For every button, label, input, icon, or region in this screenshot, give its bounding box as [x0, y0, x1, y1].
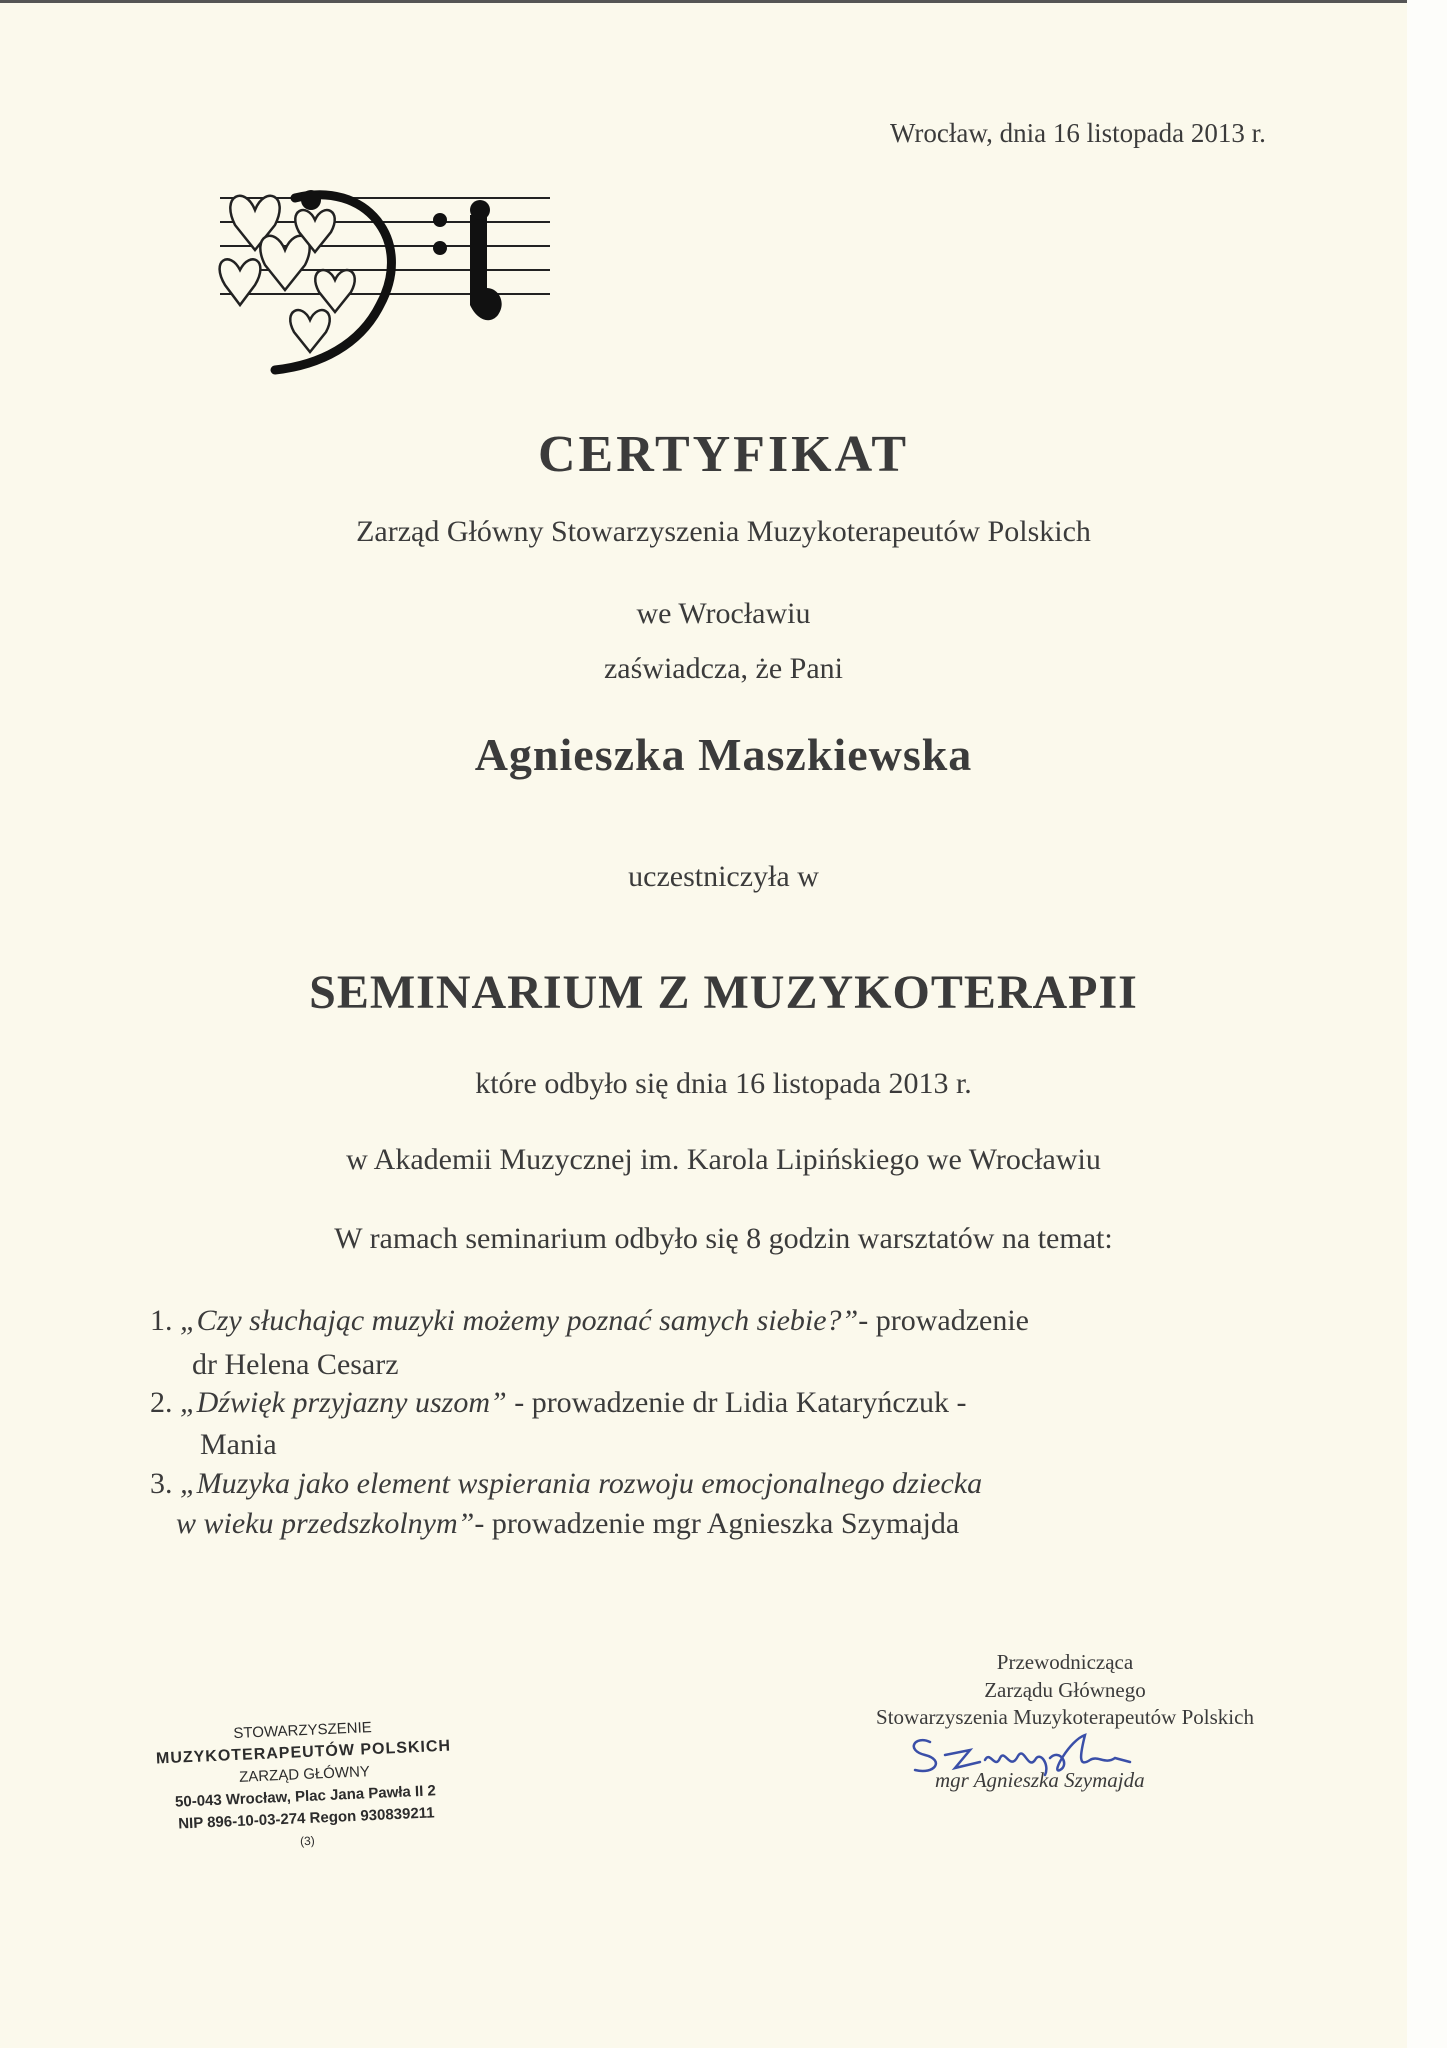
workshop-lead-cont: dr Helena Cesarz [192, 1348, 399, 1381]
event-venue: w Akademii Muzycznej im. Karola Lipińskiego we Wrocławiu [346, 1143, 1101, 1176]
stamp-line: STOWARZYSZENIE [233, 1719, 373, 1743]
recipient-name: Agnieszka Maszkiewska [474, 729, 973, 780]
workshop-item [150, 1382, 967, 1423]
workshop-number: 3. [150, 1467, 173, 1500]
signer-name: mgr Agnieszka Szymajda [935, 1768, 1145, 1792]
place-date: Wrocław, dnia 16 listopada 2013 r. [890, 118, 1266, 148]
workshop-number: 1. [150, 1304, 173, 1337]
certificate-title: CERTYFIKAT [537, 426, 910, 483]
stamp-line: ZARZĄD GŁÓWNY [238, 1763, 371, 1786]
workshop-title-cont: w wieku przedszkolnym” [176, 1507, 475, 1540]
stamp-line: (3) [299, 1833, 316, 1849]
issuer-organization: Zarząd Główny Stowarzyszenia Muzykoterapeutów Polskich [356, 515, 1091, 548]
stamp-line: MUZYKOTERAPEUTÓW POLSKICH [155, 1737, 452, 1768]
workshop-lead-cont: Mania [200, 1428, 277, 1461]
organization-stamp [137, 1713, 472, 1859]
workshop-lead: - prowadzenie [858, 1304, 1029, 1337]
workshop-title: „Czy słuchając muzyki możemy poznać samych siebie?” [180, 1304, 859, 1337]
signer-role: Przewodnicząca [996, 1650, 1134, 1674]
event-title: SEMINARIUM Z MUZYKOTERAPII [309, 966, 1138, 1019]
workshops-intro: W ramach seminarium odbyło się 8 godzin warsztatów na temat: [334, 1222, 1113, 1255]
issuer-city: we Wrocławiu [636, 597, 811, 630]
music-therapy-logo-icon [215, 180, 555, 375]
certifies-text: zaświadcza, że Pani [603, 652, 844, 685]
workshop-lead: - prowadzenie mgr Agnieszka Szymajda [474, 1507, 960, 1540]
event-date: które odbyło się dnia 16 listopada 2013 r. [475, 1067, 972, 1100]
signer-role: Zarządu Głównego [984, 1678, 1146, 1702]
workshop-lead: - prowadzenie dr Lidia Kataryńczuk - [506, 1386, 967, 1419]
workshop-item [150, 1463, 982, 1504]
participated-text: uczestniczyła w [628, 860, 819, 893]
workshop-title: „Dźwięk przyjazny uszom” [180, 1386, 507, 1419]
workshop-title: „Muzyka jako element wspierania rozwoju emocjonalnego dziecka [180, 1467, 983, 1500]
stamp-line: 50-043 Wrocław, Plac Jana Pawła II 2 [174, 1782, 437, 1811]
workshop-number: 2. [150, 1386, 173, 1419]
stamp-line: NIP 896-10-03-274 Regon 930839211 [177, 1804, 435, 1833]
signer-role: Stowarzyszenia Muzykoterapeutów Polskich [876, 1705, 1254, 1729]
scan-top-edge [0, 0, 1447, 3]
scan-right-margin [1407, 0, 1447, 2048]
workshop-item-cont [176, 1503, 959, 1544]
workshop-item [150, 1300, 1029, 1341]
